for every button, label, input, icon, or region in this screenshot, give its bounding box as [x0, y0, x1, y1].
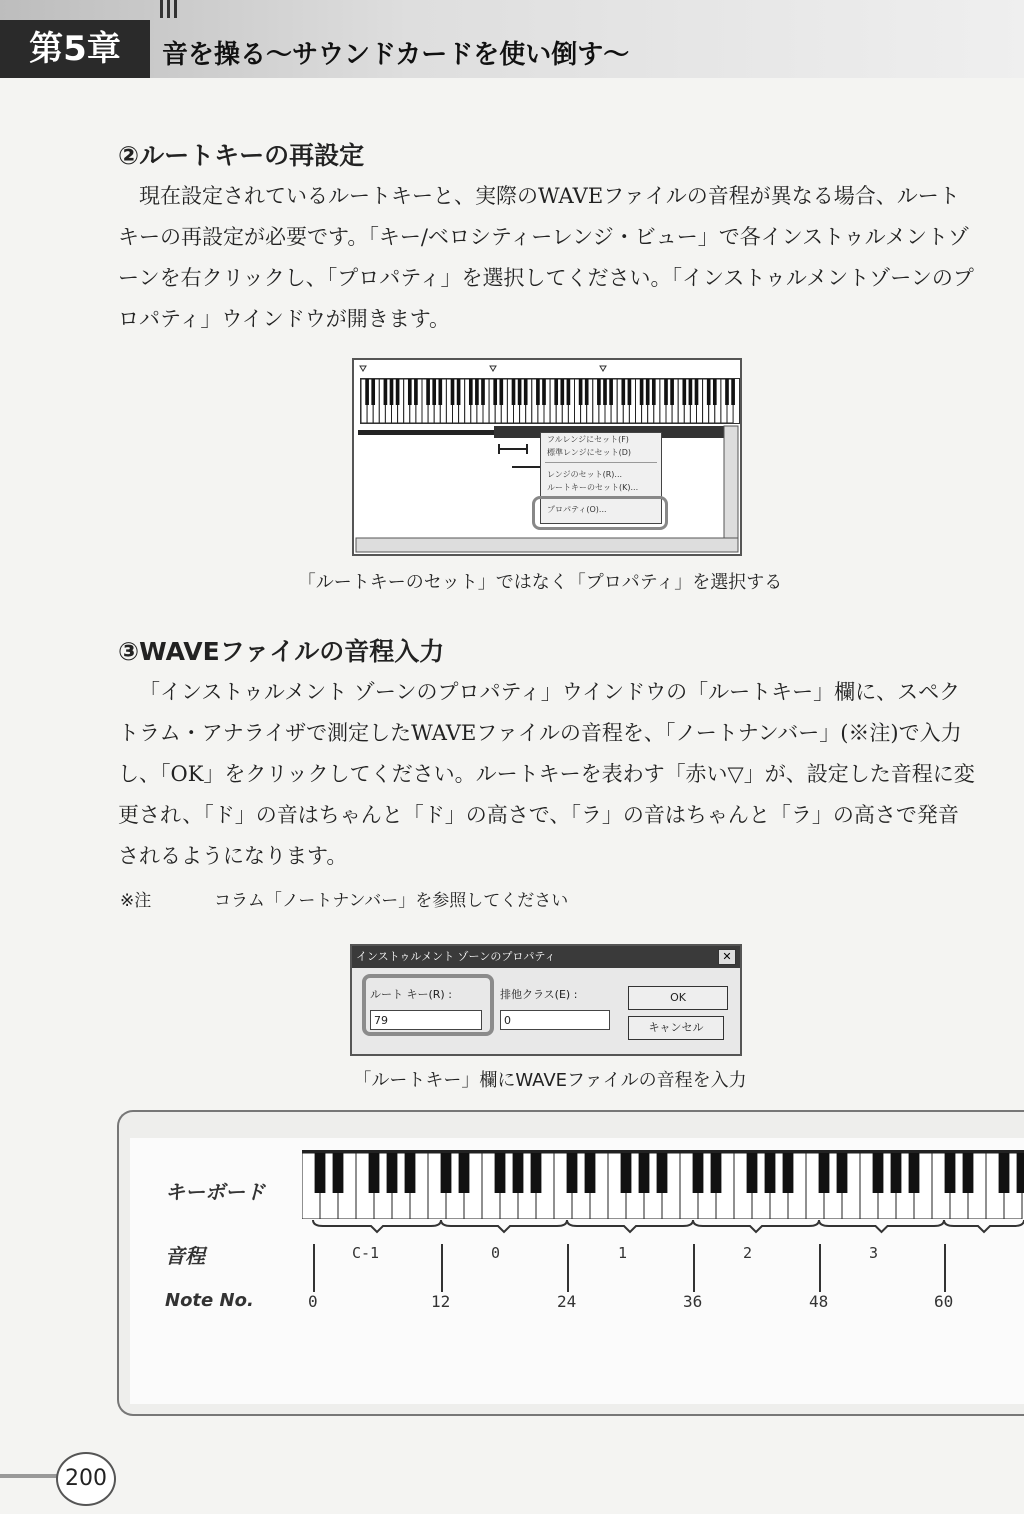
- key-velocity-range-view-screenshot: [352, 358, 742, 556]
- black-key: [579, 379, 583, 405]
- dialog-title: インストゥルメント ゾーンのプロパティ: [352, 946, 740, 968]
- black-key: [707, 379, 711, 405]
- black-key: [585, 379, 589, 405]
- black-key: [518, 379, 522, 405]
- black-key: [628, 379, 632, 405]
- black-key: [725, 379, 729, 405]
- exclusive-class-input[interactable]: 0: [500, 1010, 610, 1030]
- octave-label: C-1: [352, 1244, 380, 1262]
- black-key: [695, 379, 699, 405]
- note-mark: ※注: [120, 891, 152, 911]
- black-key: [682, 379, 686, 405]
- note-number: 24: [557, 1292, 577, 1311]
- black-key: [333, 1153, 344, 1193]
- root-key-label: ルート キー(R) :: [370, 988, 452, 1001]
- octave-label: 1: [618, 1244, 628, 1262]
- black-key: [495, 1153, 506, 1193]
- black-key: [457, 379, 461, 405]
- black-key: [481, 379, 485, 405]
- chapter-title: 音を操る〜サウンドカードを使い倒す〜: [162, 40, 630, 70]
- black-key: [873, 1153, 884, 1193]
- black-key: [837, 1153, 848, 1193]
- black-key: [542, 379, 546, 405]
- black-key: [670, 379, 674, 405]
- section-body-wave-pitch: [118, 672, 978, 877]
- black-key: [512, 379, 516, 405]
- black-key: [765, 1153, 776, 1193]
- black-key: [639, 1153, 650, 1193]
- black-key: [652, 379, 656, 405]
- black-key: [689, 379, 693, 405]
- note-number: 12: [431, 1292, 451, 1311]
- black-key: [554, 379, 558, 405]
- black-key: [747, 1153, 758, 1193]
- figure-caption-1: 「ルートキーのセット」ではなく「プロパティ」を選択する: [297, 572, 783, 593]
- note-number: 36: [683, 1292, 703, 1311]
- black-key: [475, 379, 479, 405]
- close-button[interactable]: ✕: [718, 949, 736, 965]
- black-key: [945, 1153, 956, 1193]
- black-key: [387, 1153, 398, 1193]
- black-key: [441, 1153, 452, 1193]
- octave-label: 3: [869, 1244, 879, 1262]
- menu-item-standard-range[interactable]: 標準レンジにセット(D): [547, 448, 632, 457]
- black-key: [585, 1153, 596, 1193]
- black-key: [524, 379, 528, 405]
- ok-button[interactable]: OK: [628, 986, 728, 1010]
- black-key: [396, 379, 400, 405]
- black-key: [315, 1153, 326, 1193]
- black-key: [531, 1153, 542, 1193]
- piano-keyboard: [302, 1150, 1024, 1219]
- black-key: [438, 379, 442, 405]
- paragraph: 「インストゥルメント ゾーンのプロパティ」ウインドウの「ルートキー」欄に、スペクトラム・アナライザで測定したWAVEファイルの音程を、「ノートナンバー」(※注)で入力し、「OK」をクリックしてください。ルートキーを表わす「赤い▽」が、設定した音程に変更され、「ド」の音はちゃんと「ド」の高さで、「ラ」の音はちゃんと「ラ」の高さで発音されるようになります。: [118, 680, 975, 868]
- page-number: 200: [56, 1452, 116, 1506]
- section-body-root-key: [118, 176, 978, 340]
- black-key: [713, 379, 717, 405]
- header-ticks: [158, 0, 180, 22]
- note-number: 60: [934, 1292, 954, 1311]
- black-key: [459, 1153, 470, 1193]
- cancel-button[interactable]: キャンセル: [628, 1016, 724, 1040]
- octave-tick: [944, 1244, 946, 1292]
- paragraph: 現在設定されているルートキーと、実際のWAVEファイルの音程が異なる場合、ルートキーの再設定が必要です。「キー/ベロシティーレンジ・ビュー」で各インストゥルメントゾーンを右クリックし、「プロパティ」を選択してください。「インストゥルメントゾーンのプロパティ」ウインドウが開きます。: [118, 184, 974, 331]
- menu-item-set-range[interactable]: レンジのセット(R)...: [547, 470, 623, 479]
- page-number-rule: [0, 1474, 58, 1478]
- black-key: [1017, 1153, 1024, 1193]
- menu-separator: [545, 462, 657, 465]
- black-key: [426, 379, 430, 405]
- root-key-highlight: [362, 974, 494, 1036]
- section-heading-root-key: ②ルートキーの再設定: [118, 141, 365, 170]
- root-key-input[interactable]: 79: [370, 1010, 482, 1030]
- menu-item-set-root-key[interactable]: ルートキーのセット(K)...: [547, 483, 639, 492]
- black-key: [603, 379, 607, 405]
- black-key: [560, 379, 564, 405]
- black-key: [909, 1153, 920, 1193]
- black-key: [657, 1153, 668, 1193]
- menu-item-full-range[interactable]: フルレンジにセット(F): [547, 435, 629, 444]
- note-number: 0: [308, 1292, 318, 1311]
- black-key: [609, 379, 613, 405]
- black-key: [711, 1153, 722, 1193]
- black-key: [597, 379, 601, 405]
- section-heading-wave-pitch: ③WAVEファイルの音程入力: [118, 637, 445, 666]
- black-key: [469, 379, 473, 405]
- black-key: [536, 379, 540, 405]
- black-key: [664, 379, 668, 405]
- label-keyboard: キーボード: [165, 1180, 265, 1204]
- black-key: [432, 379, 436, 405]
- black-key: [451, 379, 455, 405]
- black-key: [819, 1153, 830, 1193]
- black-key: [408, 379, 412, 405]
- octave-tick: [819, 1244, 821, 1292]
- octave-tick: [441, 1244, 443, 1292]
- black-key: [405, 1153, 416, 1193]
- menu-item-properties[interactable]: プロパティ(O)...: [547, 505, 607, 514]
- instrument-zone-properties-dialog: [350, 944, 742, 1056]
- black-key: [891, 1153, 902, 1193]
- octave-tick: [567, 1244, 569, 1292]
- chapter-label: 第5章: [0, 20, 150, 78]
- note-number: 48: [809, 1292, 829, 1311]
- black-key: [646, 379, 650, 405]
- black-key: [640, 379, 644, 405]
- black-key: [783, 1153, 794, 1193]
- black-key: [621, 379, 625, 405]
- label-pitch: 音程: [165, 1244, 205, 1268]
- black-key: [369, 1153, 380, 1193]
- black-key: [621, 1153, 632, 1193]
- black-key: [513, 1153, 524, 1193]
- note-text: コラム「ノートナンバー」を参照してください: [214, 891, 569, 911]
- black-key: [390, 379, 394, 405]
- black-key: [999, 1153, 1010, 1193]
- octave-label: 0: [491, 1244, 501, 1262]
- black-key: [731, 379, 735, 405]
- black-key: [365, 379, 369, 405]
- octave-label: 2: [743, 1244, 753, 1262]
- octave-tick: [693, 1244, 695, 1292]
- black-key: [493, 379, 497, 405]
- black-key: [414, 379, 418, 405]
- black-key: [963, 1153, 974, 1193]
- black-key: [371, 379, 375, 405]
- octave-braces: [302, 1218, 1024, 1238]
- black-key: [567, 379, 571, 405]
- label-note-no: Note No.: [165, 1290, 254, 1311]
- black-key: [384, 379, 388, 405]
- exclusive-class-label: 排他クラス(E) :: [500, 988, 578, 1001]
- figure-caption-2: 「ルートキー」欄にWAVEファイルの音程を入力: [353, 1070, 747, 1091]
- black-key: [499, 379, 503, 405]
- properties-highlight: [532, 496, 668, 530]
- octave-tick: [313, 1244, 315, 1292]
- black-key: [567, 1153, 578, 1193]
- range-keyboard: [360, 378, 740, 424]
- black-key: [693, 1153, 704, 1193]
